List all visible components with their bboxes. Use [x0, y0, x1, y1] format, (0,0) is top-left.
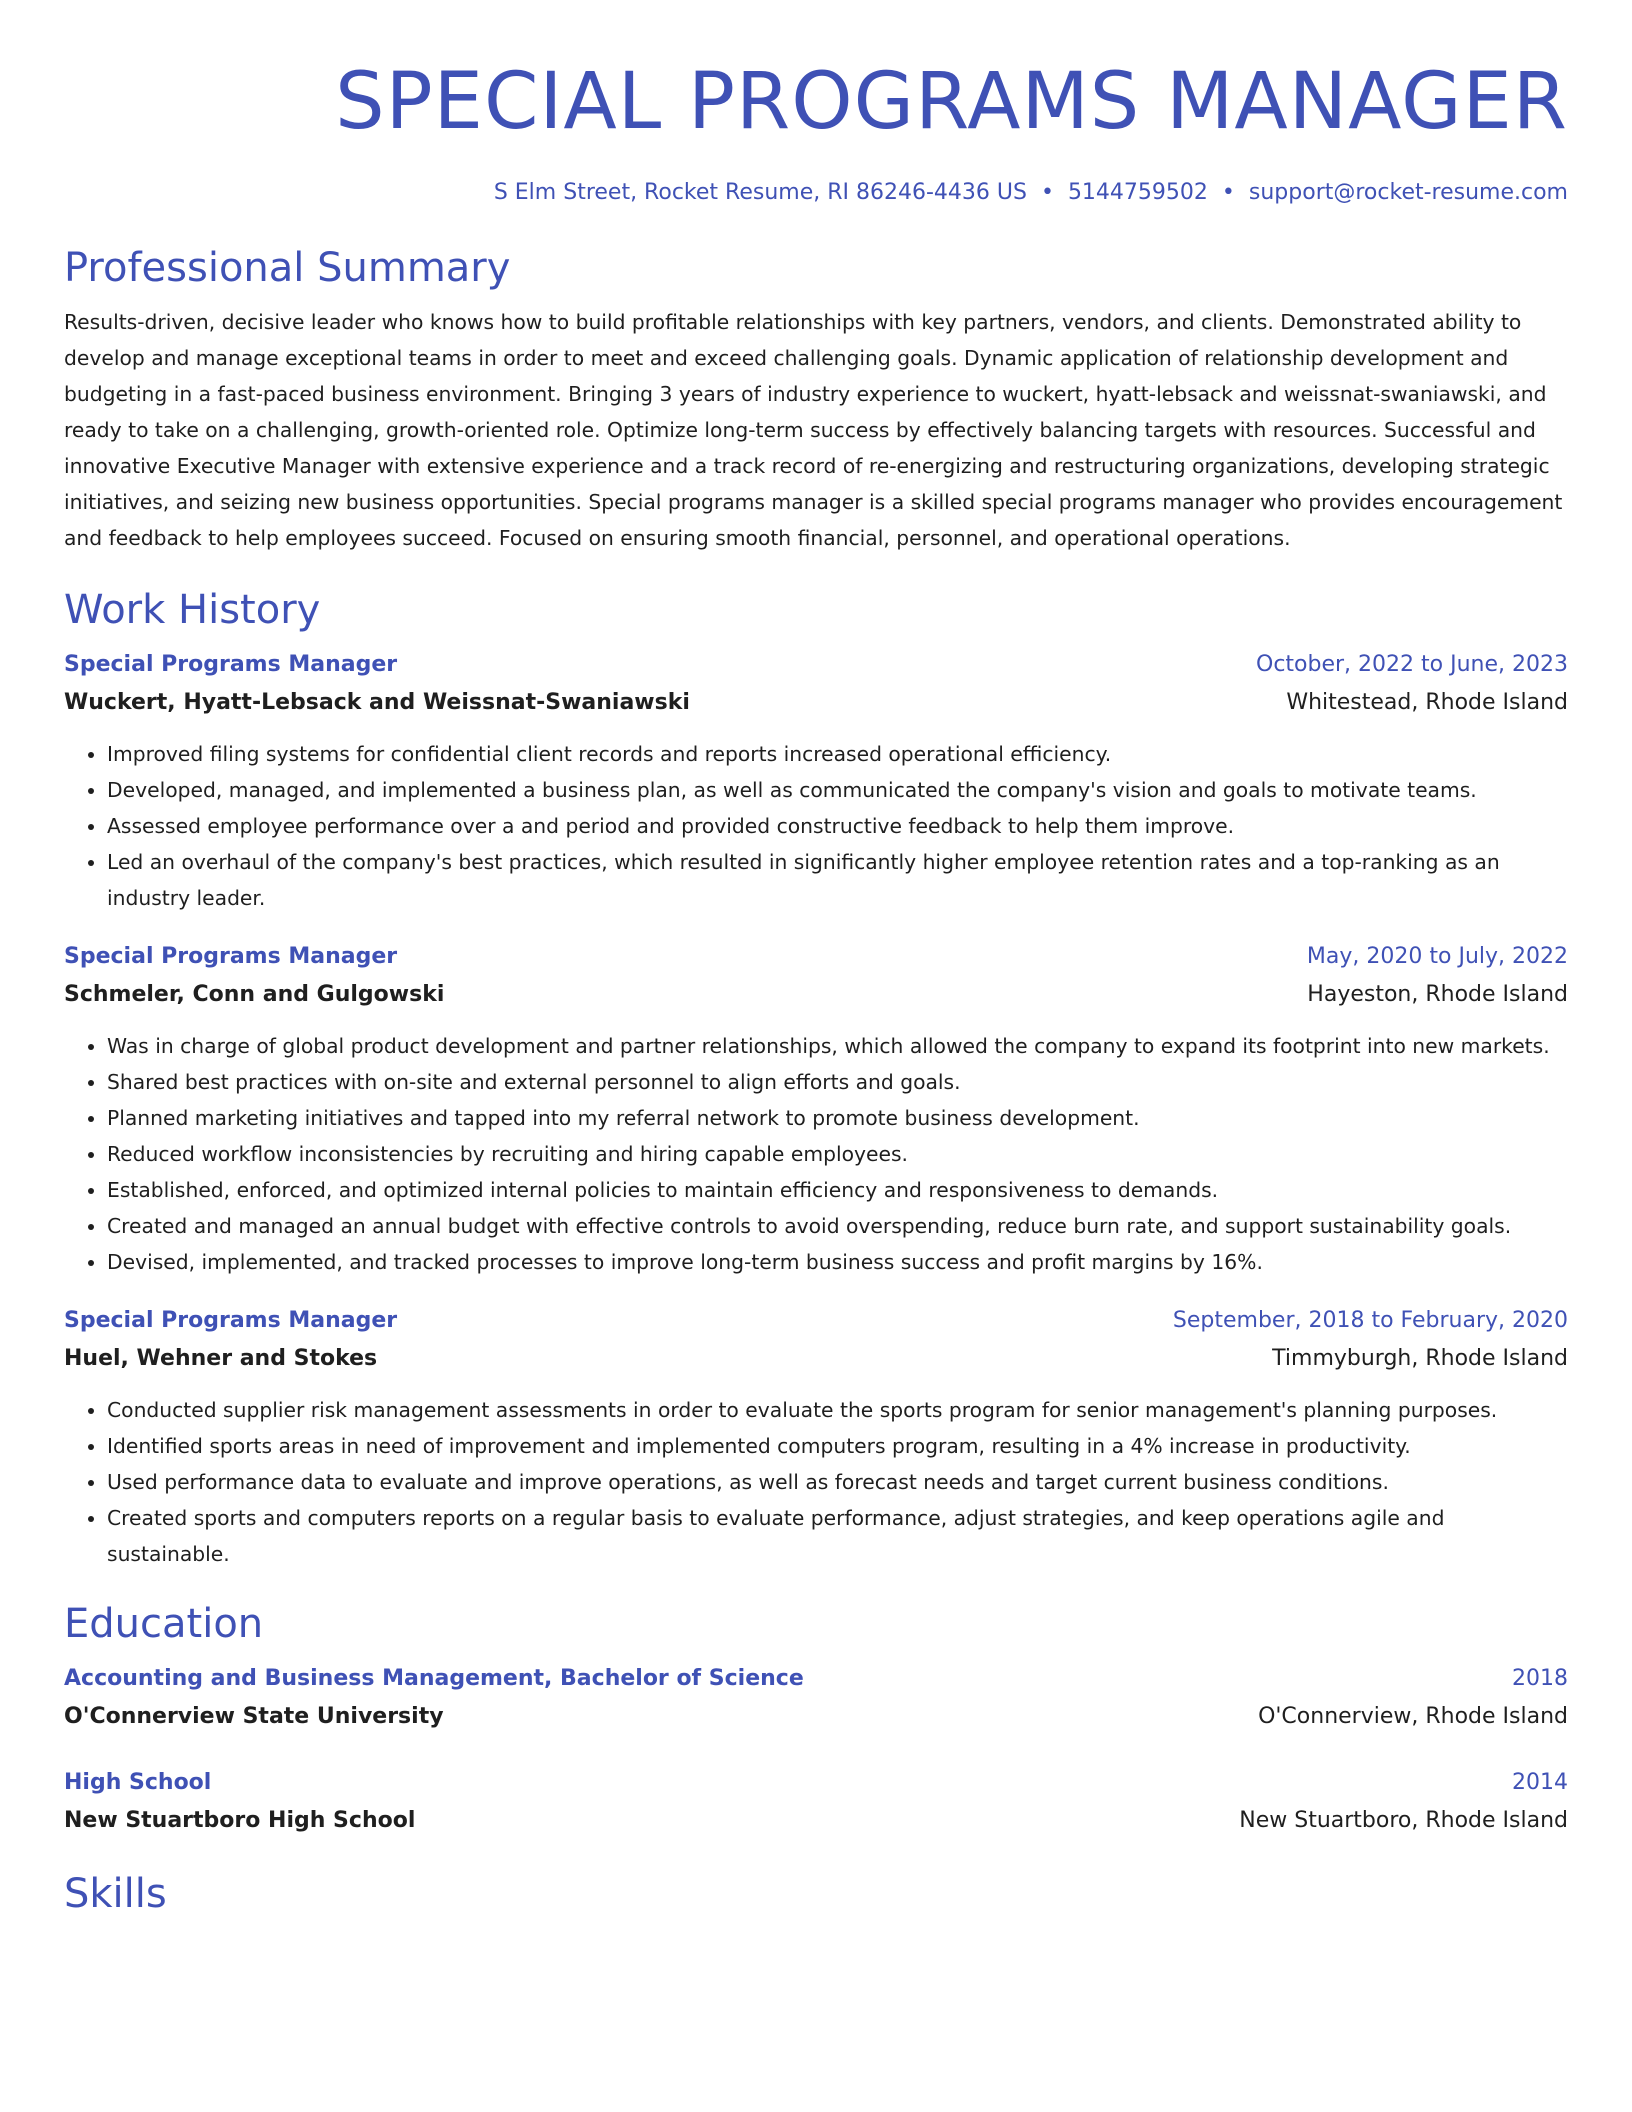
education-year: 2014 [1512, 1770, 1568, 1795]
job-bullet-list [64, 736, 1568, 916]
contact-separator: • [1221, 180, 1235, 205]
job-location: Timmyburgh, Rhode Island [1272, 1346, 1568, 1371]
education-entry [64, 1660, 1568, 1736]
contact-separator: • [1040, 180, 1054, 205]
job-entry [64, 938, 1568, 1280]
job-bullet: • Planned marketing initiatives and tapped into my referral network to promote business development. [107, 1100, 1568, 1136]
job-bullet: • Reduced workflow inconsistencies by recruiting and hiring capable employees. [107, 1136, 1568, 1172]
job-dates: October, 2022 to June, 2023 [1256, 652, 1568, 677]
job-role: Special Programs Manager [64, 944, 398, 969]
job-bullet: • Shared best practices with on-site and external personnel to align efforts and goals. [107, 1064, 1568, 1100]
job-role: Special Programs Manager [64, 652, 398, 677]
job-bullet: • Used performance data to evaluate and improve operations, as well as forecast needs and target current business conditions. [107, 1464, 1568, 1500]
job-bullet: • Devised, implemented, and tracked processes to improve long-term business success and profit margins by 16%. [107, 1244, 1568, 1280]
job-bullet: • Assessed employee performance over a and period and provided constructive feedback to help them improve. [107, 808, 1568, 844]
job-entry [64, 646, 1568, 916]
job-location: Hayeston, Rhode Island [1307, 982, 1568, 1007]
job-bullet: • Improved filing systems for confidential client records and reports increased operational efficiency. [107, 736, 1568, 772]
education-school: O'Connerview State University [64, 1704, 444, 1729]
contact-address: S Elm Street, Rocket Resume, RI 86246-4436 US [493, 180, 1027, 205]
summary-section-title: Professional Summary [64, 245, 511, 291]
work-history-section-title: Work History [64, 587, 321, 633]
education-year: 2018 [1512, 1666, 1568, 1691]
education-entry [64, 1764, 1568, 1840]
education-degree: High School [64, 1770, 212, 1795]
education-section-title: Education [64, 1601, 264, 1647]
job-bullet: • Created sports and computers reports on a regular basis to evaluate performance, adjust strategies, and keep operations agile and sustainable. [107, 1500, 1568, 1572]
job-company: Schmeler, Conn and Gulgowski [64, 982, 445, 1007]
job-location: Whitestead, Rhode Island [1286, 690, 1568, 715]
skills-section-title: Skills [64, 1871, 167, 1917]
resume-name-heading: SPECIAL PROGRAMS MANAGER [335, 57, 1568, 147]
contact-phone: 5144759502 [1067, 180, 1208, 205]
job-dates: September, 2018 to February, 2020 [1172, 1308, 1568, 1333]
job-company: Wuckert, Hyatt-Lebsack and Weissnat-Swaniawski [64, 690, 690, 715]
job-bullet: • Led an overhaul of the company's best practices, which resulted in significantly higher employee retention rates and a top-ranking as an industry leader. [107, 844, 1568, 916]
job-bullet-list [64, 1028, 1568, 1280]
education-school: New Stuartboro High School [64, 1808, 416, 1833]
job-bullet: • Created and managed an annual budget with effective controls to avoid overspending, reduce burn rate, and support sustainability goals. [107, 1208, 1568, 1244]
job-bullet: • Developed, managed, and implemented a business plan, as well as communicated the company's vision and goals to motivate teams. [107, 772, 1568, 808]
job-company: Huel, Wehner and Stokes [64, 1346, 378, 1371]
contact-line [64, 178, 1568, 208]
job-bullet: • Conducted supplier risk management assessments in order to evaluate the sports program for senior management's planning purposes. [107, 1392, 1568, 1428]
education-location: New Stuartboro, Rhode Island [1239, 1808, 1568, 1833]
education-degree: Accounting and Business Management, Bachelor of Science [64, 1666, 804, 1691]
contact-email: support@rocket-resume.com [1248, 180, 1568, 205]
summary-text: Results-driven, decisive leader who knows how to build profitable relationships with key partners, vendors, and clients. Demonstrated ability to develop and manage exceptional teams in order to meet and exceed challenging goals. Dynamic application of relationship development and budgeting in a fast-paced business environment. Bringing 3 years of industry experience to wuckert, hyatt-lebsack and weissnat-swaniawski, and ready to take on a challenging, growth-oriented role. Optimize long-term success by effectively balancing targets with resources. Successful and innovative Executive Manager with extensive experience and a track record of re-energizing and restructuring organizations, developing strategic initiatives, and seizing new business opportunities. Special programs manager is a skilled special programs manager who provides encouragement and feedback to help employees succeed. Focused on ensuring smooth financial, personnel, and operational operations. [64, 310, 1563, 550]
job-bullet: • Established, enforced, and optimized internal policies to maintain efficiency and responsiveness to demands. [107, 1172, 1568, 1208]
job-entry [64, 1302, 1568, 1572]
job-bullet-list [64, 1392, 1568, 1572]
job-bullet: • Identified sports areas in need of improvement and implemented computers program, resulting in a 4% increase in productivity. [107, 1428, 1568, 1464]
job-dates: May, 2020 to July, 2022 [1306, 944, 1568, 969]
job-bullet: • Was in charge of global product development and partner relationships, which allowed the company to expand its footprint into new markets. [107, 1028, 1568, 1064]
job-role: Special Programs Manager [64, 1308, 398, 1333]
education-location: O'Connerview, Rhode Island [1258, 1704, 1568, 1729]
